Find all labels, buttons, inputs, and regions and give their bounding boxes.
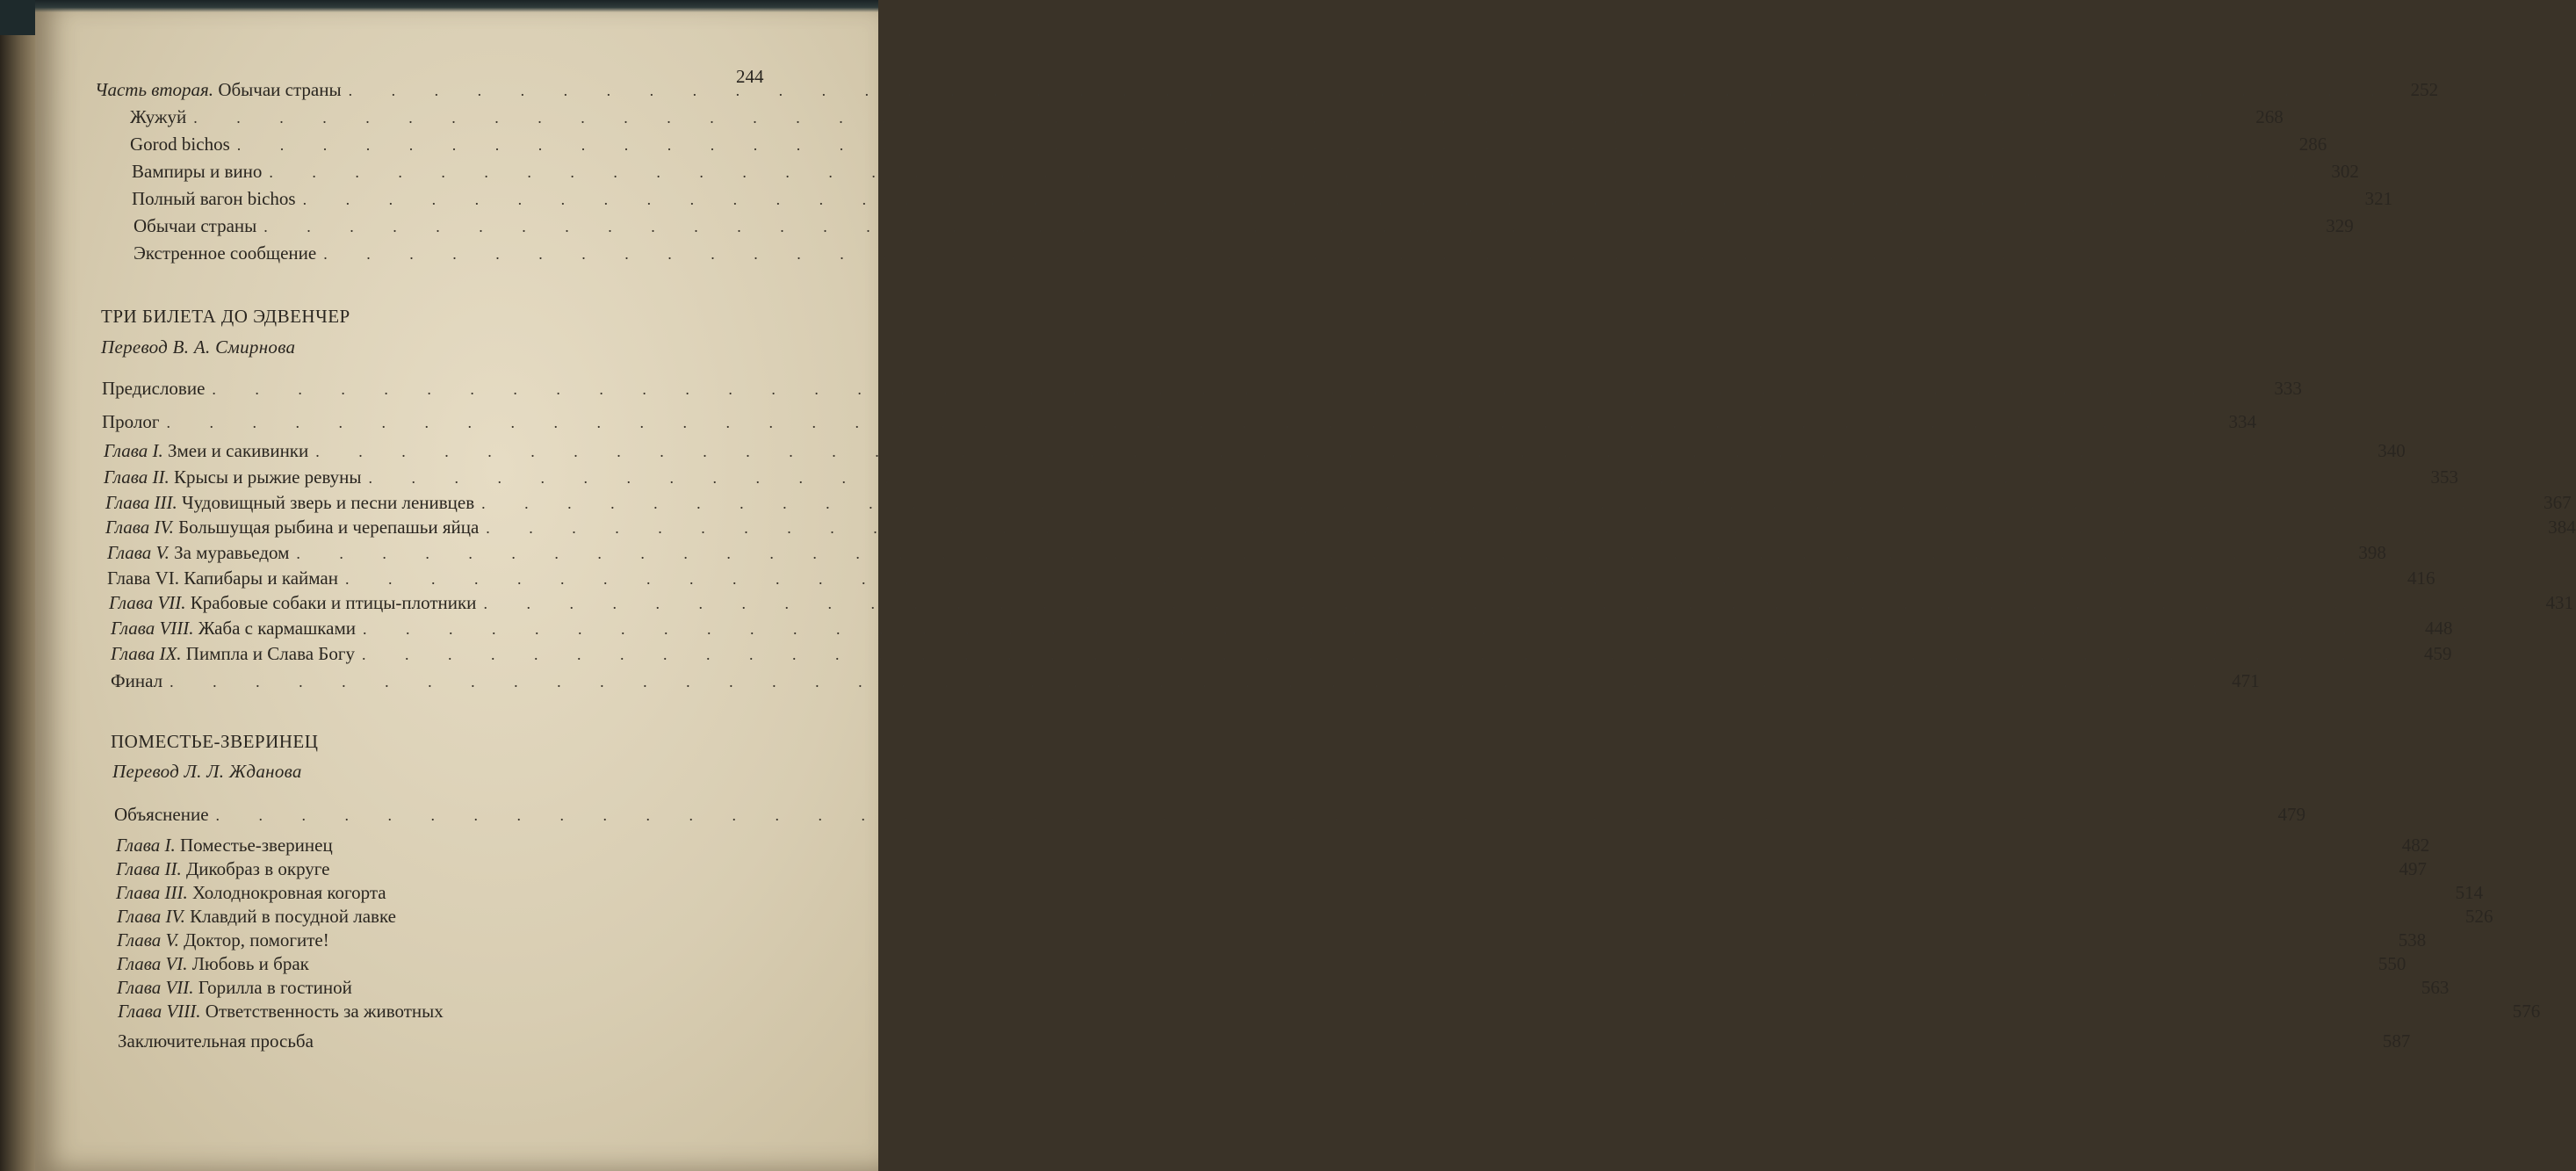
- toc-page-number: 538: [2398, 929, 2427, 951]
- chapter-number: Глава II.: [116, 858, 182, 879]
- toc-page-number: 384: [2548, 517, 2576, 538]
- toc-entry-label: [117, 953, 309, 975]
- leader-dots: . . . . . . . . . . . . . . . . . . . . . . . . . . . . . . . . . . . . . . . . . . . . . . . .: [345, 570, 2390, 588]
- toc-entry-chapter: [105, 492, 2572, 514]
- toc-entry: [130, 134, 2327, 155]
- toc-page-number: 448: [2424, 618, 2453, 639]
- toc-entry-label: [107, 542, 289, 564]
- chapter-number: Глава I.: [116, 835, 176, 856]
- chapter-number: Глава III.: [105, 492, 177, 513]
- chapter-title: Горилла в гостиной: [198, 977, 352, 998]
- toc-entry-chapter: [117, 977, 2450, 999]
- leader-dots: . . . . . . . . . . . . . . . . . . . . . . . . . . . . . . . . . . . . . . . . . . . . . . . .: [348, 82, 2393, 99]
- toc-entry-chapter: [109, 592, 2573, 614]
- toc-entry-label: [111, 643, 355, 665]
- section-title: ТРИ БИЛЕТА ДО ЭДВЕНЧЕР: [101, 306, 350, 327]
- leader-dots: . . . . . . . . . . . . . . . . . . . . . . . . . . . . . . . . . . . . . . . . . . . . . . . .: [166, 414, 2211, 431]
- toc-entry-part-heading: [95, 79, 2439, 101]
- toc-entry-label: [104, 466, 362, 488]
- toc-page-number: 321: [2364, 188, 2393, 209]
- toc-entry-title: Обычаи страны: [133, 215, 257, 236]
- toc-page-number: 398: [2358, 542, 2386, 563]
- toc-entry-title: Полный вагон bichos: [132, 188, 296, 209]
- toc-entry-chapter: [105, 517, 2576, 539]
- chapter-number: Глава VIII.: [111, 618, 194, 639]
- toc-page-number: 329: [2326, 215, 2354, 236]
- toc-entry-chapter: [107, 542, 2386, 564]
- leader-dots: . . . . . . . . . . . . . . . . . . . . . . . . . . . . . . . . . . . . . . . . . . . . . . . .: [193, 109, 2238, 126]
- leader-dots: . . . . . . . . . . . . . . . . . . . . . . . . . . . . . . . . . . . . . . . . . . . . . . . .: [212, 380, 2256, 398]
- toc-page-number: 459: [2423, 643, 2452, 664]
- toc-entry: [114, 804, 2306, 826]
- part-title: Обычаи страны: [218, 79, 342, 100]
- chapter-title: За муравьедом: [174, 542, 290, 563]
- leader-dots: . . . . . . . . . . . . . . . . . . . . . . . . . . . . . . . . . . . . . . . . . . . . . . . .: [296, 545, 2341, 562]
- chapter-number: Глава IX.: [111, 643, 182, 664]
- chapter-number: Глава VIII.: [118, 1001, 201, 1022]
- toc-entry-label: [117, 906, 396, 928]
- toc-entry-title: Заключительная просьба: [118, 1030, 314, 1052]
- toc-entry-chapter: [104, 440, 2406, 462]
- toc-entry-title: Финал: [111, 670, 163, 691]
- toc-page-number: 252: [2410, 79, 2439, 100]
- leader-dots: . . . . . . . . . . . . . . . . . . . . . . . . . . . . . . . . . . . . . . . . . . . . . . . .: [170, 673, 2214, 690]
- chapter-title: Большущая рыбина и черепашьи яйца: [178, 517, 480, 538]
- toc-entry-label: [116, 835, 333, 857]
- toc-entry-chapter: [104, 466, 2459, 488]
- toc-entry-title: Объяснение: [114, 804, 209, 825]
- chapter-title: Доктор, помогите!: [184, 929, 329, 951]
- toc-entry-chapter: [118, 1001, 2541, 1023]
- chapter-title: Крабовые собаки и птицы-плотники: [190, 592, 477, 613]
- toc-entry-label: [105, 492, 474, 514]
- toc-page-number: 526: [2464, 906, 2493, 927]
- toc-entry-chapter: [116, 882, 2484, 904]
- chapter-number: Глава VII.: [109, 592, 186, 613]
- leader-dots: . . . . . . . . . . . . . . . . . . . . . . . . . . . . . . . . . . . . . . . . . . . . . . . .: [361, 646, 2406, 663]
- toc-entry-label: [105, 517, 479, 539]
- toc-entry-label: [117, 977, 352, 999]
- toc-page-number: 334: [2228, 411, 2256, 432]
- toc-page-number: 563: [2421, 977, 2450, 998]
- toc-entry-label: [118, 1001, 444, 1023]
- toc-entry-label: [104, 440, 308, 462]
- toc-page-number: 482: [2401, 835, 2430, 856]
- toc-entry-chapter: [111, 643, 2452, 665]
- chapter-number: Глава VII.: [117, 977, 194, 998]
- leader-dots: . . . . . . . . . . . . . . . . . . . . . . . . . . . . . . . . . . . . . . . . . . . . . . . .: [215, 806, 2261, 824]
- toc-entry-label: [107, 567, 338, 589]
- translator-credit: Перевод Л. Л. Жданова: [112, 761, 302, 782]
- toc-page-number: 550: [2378, 953, 2406, 974]
- toc-page-number: 302: [2331, 161, 2359, 182]
- chapter-number: Глава IV.: [105, 517, 174, 538]
- toc-page-number: 367: [2544, 492, 2572, 513]
- toc-entry: [118, 1030, 2411, 1052]
- toc-page-number: 587: [2382, 1030, 2411, 1052]
- toc-entry-title: Gorod bichos: [130, 134, 230, 155]
- leader-dots: . . . . . . . . . . . . . . . . . . . . . . . . . . . . . . . . . . . . . . . . . . . . . . . .: [315, 443, 2360, 460]
- toc-entry-chapter: [107, 567, 2435, 589]
- toc-entry-title: Предисловие: [102, 378, 206, 399]
- toc-entry-label: [117, 929, 329, 951]
- leader-dots: . . . . . . . . . . . . . . . . . . . . . . . . . . . . . . . . . . . . . . . . . . . . . . . .: [236, 136, 2282, 154]
- translator-credit: Перевод В. А. Смирнова: [101, 336, 296, 358]
- leader-dots: . . . . . . . . . . . . . . . . . . . . . . . . . . . . . . . . . . . . . . . . . . . . . . . .: [263, 218, 2308, 235]
- chapter-number: Глава II.: [104, 466, 170, 488]
- toc-entry-chapter: [117, 906, 2493, 928]
- toc-entry-chapter: [116, 858, 2427, 880]
- chapter-number: Глава III.: [116, 882, 188, 903]
- toc-entry: [102, 378, 2302, 400]
- toc-entry-chapter: [117, 929, 2427, 951]
- chapter-title: Клавдий в посудной лавке: [190, 906, 396, 927]
- chapter-number: Глава IV.: [117, 906, 185, 927]
- toc-entry-title: Экстренное сообщение: [133, 242, 317, 264]
- leader-dots: . . . . . . . . . . . . . . . . . . . . . . . . . . . . . . . . . . . . . . . . . . . . . . . .: [269, 163, 2313, 181]
- chapter-number: Глава VI.: [107, 567, 179, 589]
- chapter-number: Глава VI.: [117, 953, 188, 974]
- chapter-title: Холоднокровная когорта: [191, 882, 386, 903]
- leader-dots: . . . . . . . . . . . . . . . . . . . . . . . . . . . . . . . . . . . . . . . . . . . . . . . .: [483, 595, 2528, 612]
- chapter-title: Капибары и кайман: [184, 567, 338, 589]
- toc-entry: [133, 242, 2368, 264]
- leader-dots: . . . . . . . . . . . . . . . . . . . . . . . . . . . . . . . . . . . . . . . . . . . . . . . .: [323, 245, 2368, 263]
- chapter-title: Ответственность за животных: [205, 1001, 444, 1022]
- leader-dots: . . . . . . . . . . . . . . . . . . . . . . . . . . . . . . . . . . . . . . . . . . . . . . . .: [481, 495, 2526, 512]
- toc-page-number: 479: [2277, 804, 2306, 825]
- toc-entry: [132, 161, 2359, 183]
- toc-entry-chapter: [117, 953, 2406, 975]
- leader-dots: . . . . . . . . . . . . . . . . . . . . . . . . . . . . . . . . . . . . . . . . . . . . . . . .: [486, 519, 2530, 537]
- toc-page-number: 576: [2512, 1001, 2541, 1022]
- toc-entry-title: Жужуй: [130, 106, 187, 127]
- toc-page-number: 497: [2399, 858, 2427, 879]
- toc-page-number: 353: [2430, 466, 2459, 488]
- toc-page-number: 340: [2378, 440, 2406, 461]
- toc-page-number: 514: [2455, 882, 2484, 903]
- chapter-title: Пимпла и Слава Богу: [185, 643, 355, 664]
- chapter-title: Любовь и брак: [191, 953, 309, 974]
- chapter-title: Поместье-зверинец: [179, 835, 333, 856]
- toc-page-number: 471: [2232, 670, 2260, 691]
- toc-entry-label: [95, 79, 342, 101]
- toc-page-number: 286: [2298, 134, 2327, 155]
- leader-dots: . . . . . . . . . . . . . . . . . . . . . . . . . . . . . . . . . . . . . . . . . . . . . . . .: [362, 620, 2407, 638]
- chapter-title: Змеи и сакивинки: [167, 440, 309, 461]
- toc-page-number: 431: [2545, 592, 2573, 613]
- chapter-title: Чудовищный зверь и песни ленивцев: [181, 492, 475, 513]
- toc-page-number: 416: [2407, 567, 2435, 589]
- leader-dots: . . . . . . . . . . . . . . . . . . . . . . . . . . . . . . . . . . . . . . . . . . . . . . . .: [368, 469, 2414, 487]
- chapter-number: Глава I.: [104, 440, 163, 461]
- toc-entry-label: [111, 618, 356, 640]
- chapter-number: Глава V.: [117, 929, 179, 951]
- chapter-title: Крысы и рыжие ревуны: [173, 466, 362, 488]
- toc-entry: [132, 188, 2393, 210]
- toc-page-number: 333: [2274, 378, 2302, 399]
- chapter-number: Глава V.: [107, 542, 170, 563]
- toc-page-number: 268: [2255, 106, 2284, 127]
- toc-entry-title: Пролог: [102, 411, 160, 432]
- toc-entry: [102, 411, 2256, 433]
- toc-page-number: 244: [736, 66, 764, 87]
- toc-entry: [130, 106, 2284, 128]
- leader-dots: . . . . . . . . . . . . . . . . . . . . . . . . . . . . . . . . . . . . . . . . . . . . . . . .: [302, 191, 2348, 208]
- chapter-title: Дикобраз в округе: [185, 858, 330, 879]
- toc-entry-label: [109, 592, 476, 614]
- chapter-title: Жаба с кармашками: [198, 618, 356, 639]
- toc-entry-title: Вампиры и вино: [132, 161, 263, 182]
- toc-entry-label: [116, 882, 386, 904]
- toc-entry: [133, 215, 2354, 237]
- toc-entry-chapter: [116, 835, 2430, 857]
- toc-entry: [111, 670, 2260, 692]
- toc-entry-chapter: [111, 618, 2453, 640]
- toc-entry-label: [116, 858, 329, 880]
- part-label: Часть вторая.: [95, 79, 214, 100]
- section-title: ПОМЕСТЬЕ-ЗВЕРИНЕЦ: [111, 731, 319, 752]
